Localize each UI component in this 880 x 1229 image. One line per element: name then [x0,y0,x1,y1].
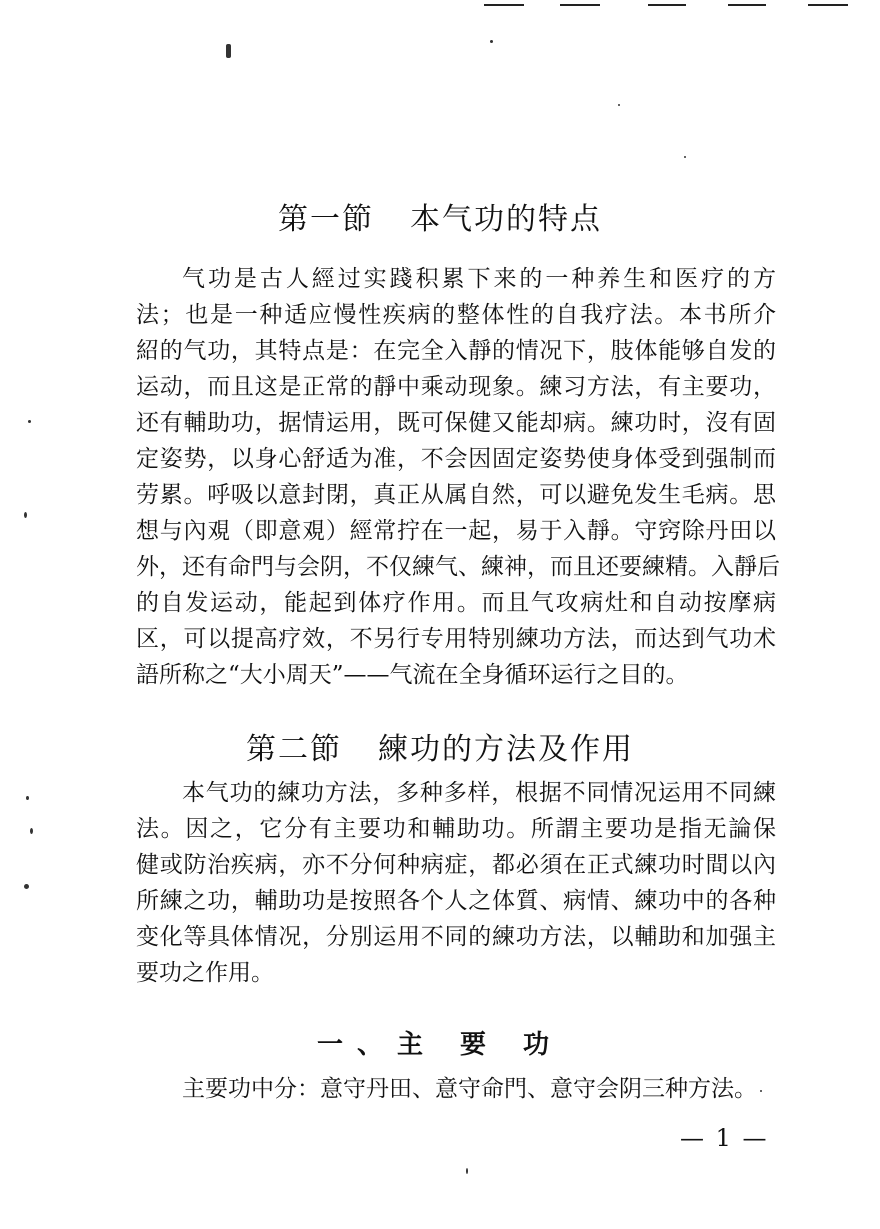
section-2-title: 練功的方法及作用 [378,732,634,767]
scan-speck [28,420,31,423]
scan-speck [466,1168,468,1174]
section-1-line: 紹的气功，其特点是：在完全入靜的情况下，肢体能够自发的 [136,338,776,364]
section-1-line: 法；也是一种适应慢性疾病的整体性的自我疗法。本书所介 [136,302,776,328]
scan-speck [684,156,686,158]
scan-speck [30,828,33,834]
section-1-title: 本气功的特点 [410,202,602,237]
section-1-line: 区，可以提高疗效，不另行专用特别練功方法，而达到气功术 [136,626,776,652]
top-rule [808,4,848,6]
section-1-line: 外，还有命門与会阴，不仅練气、練神，而且还要練精。入靜后 [136,554,780,580]
section-1-line: 想与內覌（即意覌）經常拧在一起，易于入靜。守窍除丹田以 [136,518,776,544]
section-2-heading [0,724,880,768]
top-rule [484,4,524,6]
subsection-line: 主要功中分：意守丹田、意守命門、意守会阴三种方法。 [182,1076,757,1102]
scan-speck [226,44,231,58]
section-1-line: 气功是古人經过实踐积累下来的一种养生和医疗的方 [182,266,776,292]
section-1-line: 的自发运动，能起到体疗作用。而且气攻病灶和自动按摩病 [136,590,776,616]
section-2-number: 第二節 [246,732,342,767]
top-rule [728,4,766,6]
section-1-line: 定姿势，以身心舒适为准，不会因固定姿势使身体受到强制而 [136,446,776,472]
section-2-line: 本气功的練功方法，多种多样，根据不同情况运用不同練 [182,780,776,806]
section-2-line: 健或防治疾病，亦不分何种病症，都必須在正式練功时間以內 [136,852,776,878]
section-1-number: 第一節 [278,202,374,237]
section-1-heading [0,194,880,238]
section-2-line: 所練之功，輔助功是按照各个人之体質、病情、練功中的各种 [136,888,776,914]
subsection-heading: 一、主 要 功 [316,1030,564,1060]
top-rule [648,4,686,6]
top-rule [560,4,600,6]
section-2-line: 要功之作用。 [136,960,274,986]
section-2-line: 法。因之，它分有主要功和輔助功。所謂主要功是指无論保 [136,816,776,842]
page-number: — 1 — [680,1124,769,1152]
scan-speck [618,104,620,106]
section-1-line: 运动，而且这是正常的靜中乘动现象。練习方法，有主要功， [136,374,776,400]
scan-speck [490,40,493,43]
section-1-line: 还有輔助功，据情运用，既可保健又能却病。練功时，沒有固 [136,410,776,436]
section-2-line: 变化等具体情况，分別运用不同的練功方法，以輔助和加强主 [136,924,776,950]
scan-speck [26,796,29,800]
section-1-line: 語所称之“大小周天”——气流在全身循环运行之目的。 [136,662,689,688]
section-1-line: 劳累。呼吸以意封閉，真正从属自然，可以避免发生毛病。思 [136,482,776,508]
scan-speck [24,884,29,889]
scan-speck [24,512,27,518]
